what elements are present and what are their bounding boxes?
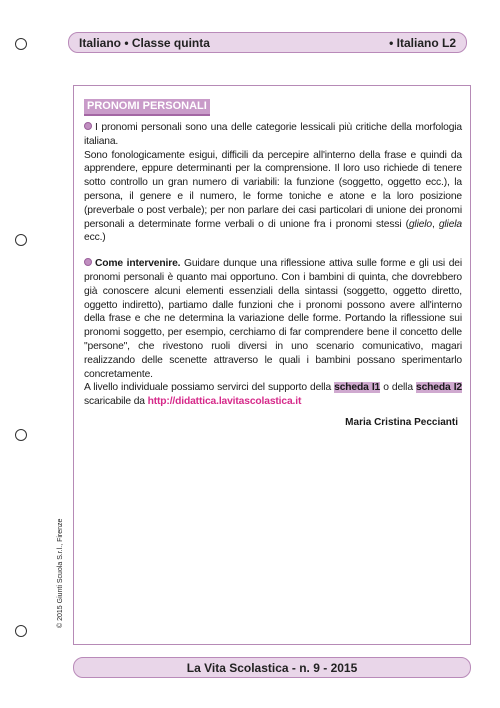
bullet-icon — [84, 122, 92, 130]
copyright-notice: © 2015 Giunti Scuola S.r.l., Firenze — [57, 518, 64, 628]
page-header — [68, 32, 467, 53]
paragraph-intervention — [84, 257, 462, 381]
intro-end: ecc.) — [84, 232, 106, 244]
intro-body: Sono fonologicamente esigui, difficili da percepire all'interno della frase e quindi da apprendere, eppure determinanti per la comprensione. Il loro uso richiede di tenere sotto controllo un gran numero di variabili: la funzione (soggetto, oggetto ecc.), la persona, il genere e il numero, le forme toniche e atone e la loro posizione (preverbale o post verbale); per non parlare dei casi particolari di unione dei pronomi personali a determinate forme verbali o di unione fra i pronomi stessi ( — [84, 149, 462, 230]
resources-text-a: A livello individuale possiamo servirci del supporto della — [84, 382, 335, 394]
intro-sentence: I pronomi personali sono una delle categorie lessicali più critiche della morfologia italiana. — [84, 122, 462, 147]
punch-hole-upper — [15, 234, 27, 246]
example-gliela: gliela — [438, 218, 462, 230]
bullet-icon — [84, 258, 92, 266]
article-body — [84, 121, 462, 409]
scheda-i2-link[interactable]: scheda I2 — [416, 382, 462, 394]
page-footer: La Vita Scolastica - n. 9 - 2015 — [73, 657, 471, 678]
header-section: • Italiano L2 — [389, 35, 456, 50]
download-url-link[interactable]: http://didattica.lavitascolastica.it — [147, 396, 302, 408]
punch-hole-bottom — [15, 625, 27, 637]
resources-text-b: o della — [380, 382, 416, 394]
punch-hole-lower — [15, 429, 27, 441]
intervention-heading: Come intervenire. — [95, 258, 181, 270]
example-glielo: glielo — [408, 218, 433, 230]
resources-text-c: scaricabile da — [84, 396, 148, 408]
punch-hole-top — [15, 38, 27, 50]
paragraph-intro — [84, 121, 462, 245]
header-subject: Italiano • Classe quinta — [79, 35, 210, 50]
intervention-body: Guidare dunque una riflessione attiva sulle forme e gli usi dei pronomi personali è quanto mai opportuno. Con i bambini di quinta, che dovrebbero già conoscere alcuni elementi essenziali della sintassi (soggetto, oggetto diretto, oggetto indiretto), partiamo dalle funzioni che i pronomi possono avere all'interno della frase e che ne determina la variazione delle forme. Portando la riflessione sui pronomi soggetto, per esempio, cerchiamo di far comprendere bene il concetto delle "persone", che rivestono ruoli diversi in uno scenario comunicativo, magari realizzando delle scenette attraverso le quali i bambini possano sperimentarlo concretamente. — [84, 258, 462, 380]
section-title: PRONOMI PERSONALI — [84, 99, 210, 116]
scheda-i1-link[interactable]: scheda I1 — [334, 382, 381, 394]
example-separator: , — [432, 218, 439, 230]
author-signature: Maria Cristina Peccianti — [345, 417, 458, 428]
paragraph-resources — [84, 381, 462, 409]
